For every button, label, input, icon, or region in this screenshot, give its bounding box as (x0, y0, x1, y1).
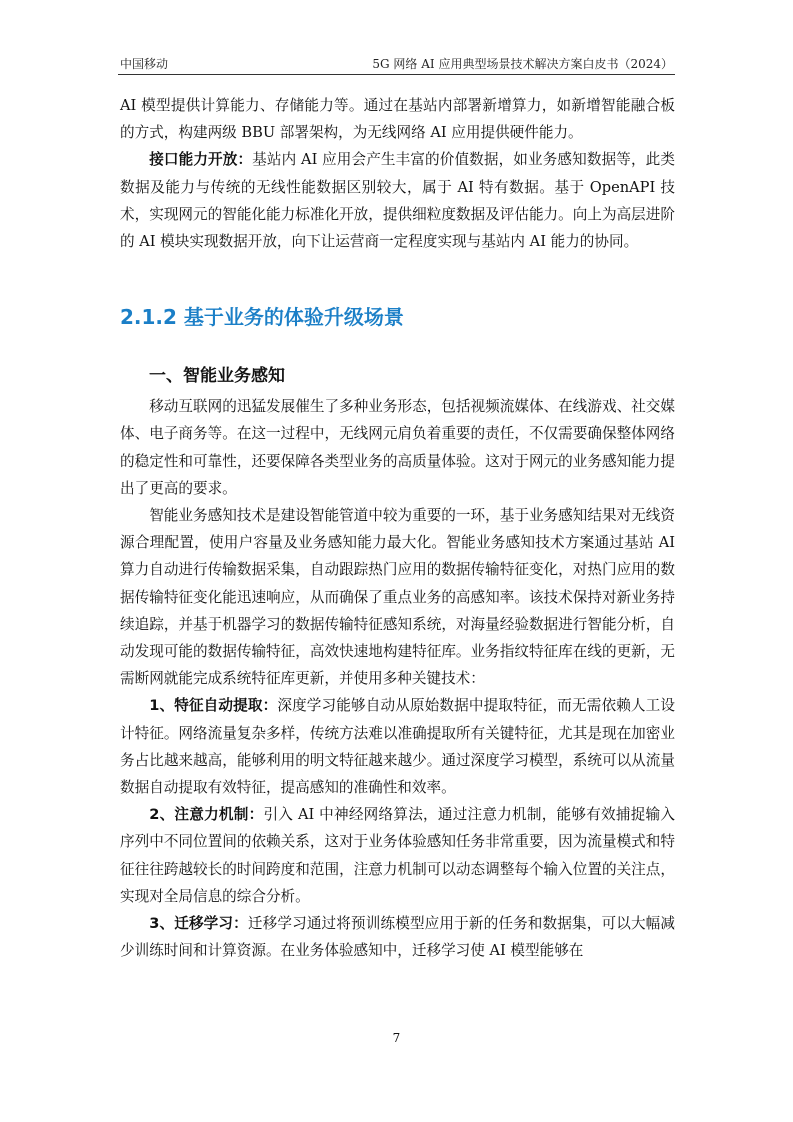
paragraph: AI 模型提供计算能力、存储能力等。通过在基站内部署新增算力，如新增智能融合板的方式，构建两级 BBU 部署架构，为无线网络 AI 应用提供硬件能力。 (120, 97, 675, 142)
list-item (120, 910, 675, 964)
page-header (120, 52, 673, 72)
section-title: 2.1.2 基于业务的体验升级场景 (120, 305, 404, 330)
paragraph: 移动互联网的迅猛发展催生了多种业务形态，包括视频流媒体、在线游戏、社交媒体、电子商务等。在这一过程中，无线网元肩负着重要的责任，不仅需要确保整体网络的稳定性和可靠性，还要保障各类型业务的高质量体验。这对于网元的业务感知能力提出了更高的要求。 (120, 398, 675, 497)
list-item (120, 692, 675, 801)
list-item (120, 801, 675, 910)
header-divider (118, 74, 675, 75)
paragraph: 智能业务感知技术是建设智能管道中较为重要的一环，基于业务感知结果对无线资源合理配置，使用户容量及业务感知能力最大化。智能业务感知技术方案通过基站 AI 算力自动进行传输数据采集，自动跟踪热门应用的数据传输特征变化，对热门应用的数据传输特征变化能迅速响应，从而确保了重点业务的高感知率。该技术保持对新业务持续追踪，并基于机器学习的数据传输特征感知系统，对海量经验数据进行智能分析，自动发现可能的数据传输特征，高效快速地构建特征库。业务指纹特征库在线的更新，无需断网就能完成系统特征库更新，并使用多种关键技术： (120, 507, 675, 688)
page-body (120, 92, 675, 964)
paragraph-label: 接口能力开放： (149, 151, 253, 169)
header-doc-title: 5G 网络 AI 应用典型场景技术解决方案白皮书（2024） (372, 57, 673, 71)
list-item-label: 2、注意力机制： (149, 806, 264, 824)
list-item-label: 3、迁移学习： (149, 915, 248, 933)
page-number: 7 (392, 1031, 401, 1045)
paragraph-text: 基站内 AI 应用会产生丰富的价值数据，如业务感知数据等，此类数据及能力与传统的无线性能数据区别较大，属于 AI 特有数据。基于 OpenAPI 技术，实现网元的智能化能力标准化开放，提供细粒度数据及评估能力。向上为高层进阶的 AI 模块实现数据开放，向下让运营商一定程度实现与基站内 AI 能力的协同。 (120, 151, 675, 251)
list-item-text: 引入 AI 中神经网络算法，通过注意力机制，能够有效捕捉输入序列中不同位置间的依赖关系，这对于业务体验感知任务非常重要，因为流量模式和特征往往跨越较长的时间跨度和范围，注意力机制可以动态调整每个输入位置的关注点，实现对全局信息的综合分析。 (120, 806, 675, 905)
list-item-text: 迁移学习通过将预训练模型应用于新的任务和数据集，可以大幅减少训练时间和计算资源。在业务体验感知中，迁移学习使 AI 模型能够在 (120, 915, 675, 960)
header-org: 中国移动 (120, 57, 169, 71)
list-item-label: 1、特征自动提取： (149, 697, 278, 715)
paragraph (120, 146, 675, 255)
list-item-text: 深度学习能够自动从原始数据中提取特征，而无需依赖人工设计特征。网络流量复杂多样，传统方法难以准确提取所有关键特征，尤其是现在加密业务占比越来越高，能够利用的明文特征越来越少。通过深度学习模型，系统可以从流量数据自动提取有效特征，提高感知的准确性和效率。 (120, 697, 675, 797)
subsection-title: 一、智能业务感知 (149, 366, 285, 387)
